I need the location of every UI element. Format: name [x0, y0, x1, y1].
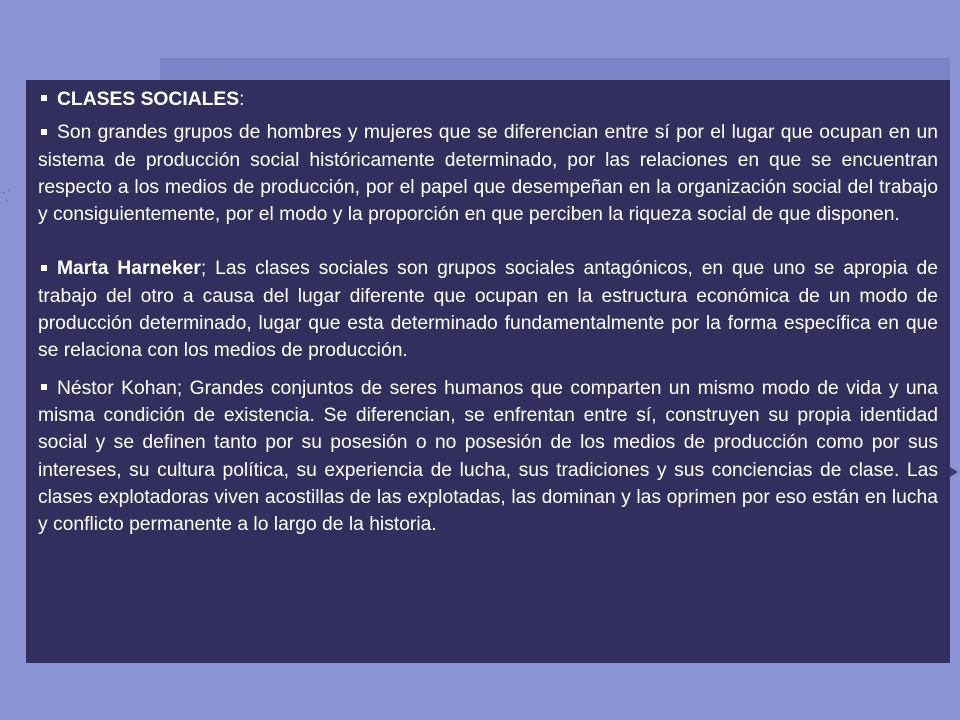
title-suffix: :: [239, 89, 245, 110]
bullet-icon: [41, 384, 47, 390]
decorative-dots: . · ·: [2, 185, 11, 206]
title-text: CLASES SOCIALES: [57, 89, 240, 110]
paragraph-harneker: [38, 255, 938, 364]
bullet-icon: [41, 265, 47, 271]
paragraph-kohan: [38, 375, 938, 539]
content-box: [26, 80, 950, 663]
paragraph-text: Néstor Kohan; Grandes conjuntos de seres humanos que comparten un mismo modo de vida y una misma condición de existencia. Se diferencian, se enfrentan entre sí, construyen su propia identidad social y se definen tanto por su posesión o no posesión de los medios de producción como por sus intereses, su cultura política, su experiencia de lucha, sus tradiciones y sus conciencias de clase. Las clases explotadoras viven acostillas de las explotadas, las dominan y las oprimen por eso están en lucha y conflicto permanente a lo largo de la historia.: [38, 377, 938, 536]
bullet-icon: [41, 129, 47, 135]
slide-title: [38, 86, 938, 113]
paragraph-text: Son grandes grupos de hombres y mujeres que se diferencian entre sí por el lugar que ocupan en un sistema de producción social históricamente determinado, por las relaciones en que se encuentran respecto a los medios de producción, por el papel que desempeñan en la organización social del trabajo y consiguientemente, por el modo y la proporción en que perciben la riqueza social de que disponen.: [38, 122, 938, 226]
paragraph-text: ; Las clases sociales son grupos sociales antagónicos, en que uno se apropia de trabajo del otro a causa del lugar diferente que ocupan en la estructura económica de un modo de producción determinado, lugar que esta determinado fundamentalmente por la forma específica en que se relaciona con los medios de producción.: [38, 258, 938, 362]
author-name: Marta Harneker: [57, 258, 201, 280]
bullet-icon: [41, 95, 47, 101]
paragraph-definition: [38, 119, 938, 228]
